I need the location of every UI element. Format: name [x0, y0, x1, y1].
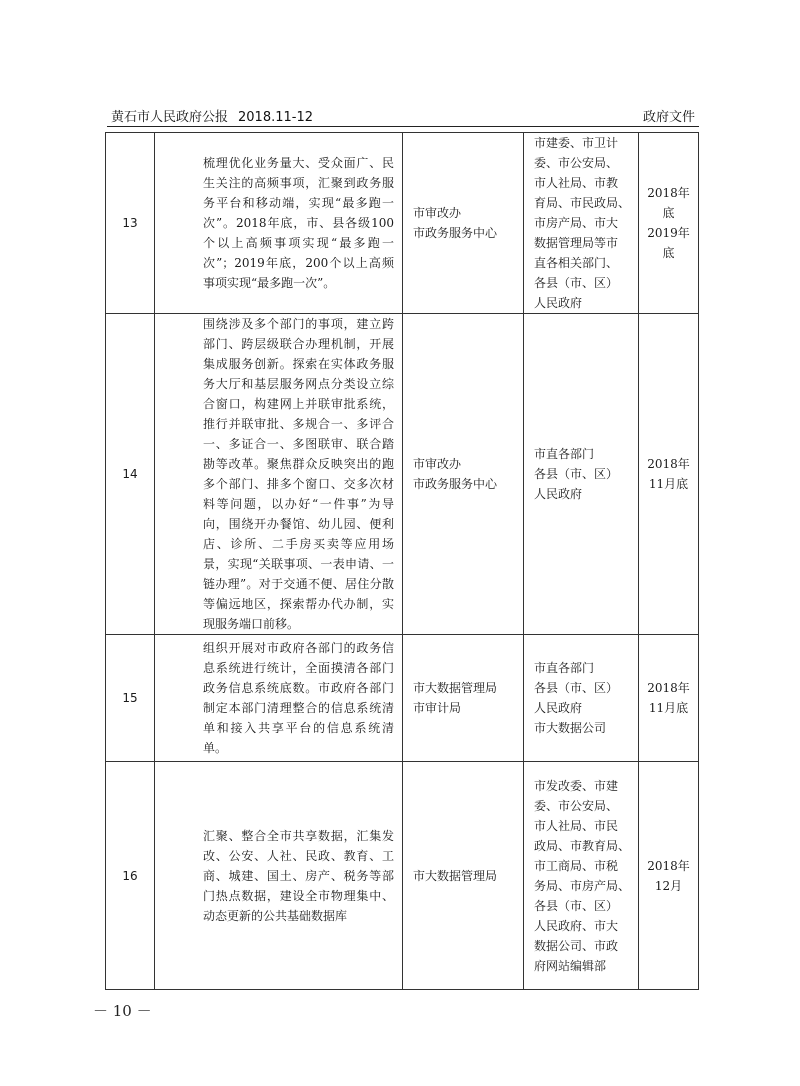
row-number: 14 — [106, 314, 155, 635]
section-title: 政府文件 — [642, 110, 695, 125]
responsible-units-line: 育局、市民政局、 — [534, 196, 631, 210]
responsible-units-line: 直各相关部门、 — [534, 256, 619, 270]
responsible-units-line: 市工商局、市税 — [534, 858, 619, 873]
deadline-line: 2018年 — [647, 457, 690, 471]
responsible-units-line: 数据公司、市政 — [534, 938, 619, 953]
responsible-units — [524, 314, 639, 635]
lead-department — [403, 314, 524, 635]
deadline-line: 2018年 — [647, 186, 690, 200]
task-description: 梳理优化业务量大、受众面广、民生关注的高频事项，汇聚到政务服务平台和移动端，实现“最多跑一次”。2018年底，市、县各级100个以上高频事项实现“最多跑一次”；2019年底，200个以上高频事项实现“最多跑一次”。 — [155, 133, 403, 314]
deadline-line: 底 — [662, 206, 675, 220]
responsible-units-line: 人民政府 — [534, 487, 583, 501]
responsible-units-line: 府网站编辑部 — [534, 958, 607, 973]
deadline-line: 11月底 — [648, 477, 689, 491]
task-description: 围绕涉及多个部门的事项，建立跨部门、跨层级联合办理机制，开展集成服务创新。探索在实体政务服务大厅和基层服务网点分类设立综合窗口，构建网上并联审批系统，推行并联审批、多规合一、多评合一、多证合一、多图联审、联合踏勘等改革。聚焦群众反映突出的跑多个部门、排多个窗口、交多次材料等问题，以办好“一件事”为导向，围绕开办餐馆、幼儿园、便利店、诊所、二手房买卖等应用场景，实现“关联事项、一表申请、一链办理”。对于交通不便、居住分散等偏远地区，探索帮办代办制，实现服务端口前移。 — [155, 314, 403, 635]
table-row — [106, 133, 699, 314]
responsible-units-line: 市直各部门 — [534, 447, 595, 461]
lead-department-line: 市审计局 — [413, 701, 462, 715]
lead-department — [403, 635, 524, 762]
deadline-line: 11月底 — [648, 701, 689, 715]
responsible-units-line: 各县（市、区） — [534, 681, 619, 695]
responsible-units-line: 市直各部门 — [534, 661, 595, 675]
responsible-units-line: 务局、市房产局、 — [534, 878, 631, 893]
deadline-line: 2018年 — [647, 858, 690, 873]
task-description: 汇聚、整合全市共享数据，汇集发改、公安、人社、民政、教育、工商、城建、国土、房产、税务等部门热点数据，建设全市物理集中、动态更新的公共基础数据库 — [155, 762, 403, 990]
deadline-line: 底 — [662, 246, 675, 260]
responsible-units-line: 市人社局、市民 — [534, 818, 619, 833]
responsible-units-line: 各县（市、区） — [534, 898, 619, 913]
deadline — [639, 314, 699, 635]
lead-department — [403, 762, 524, 990]
responsible-units-line: 市人社局、市教 — [534, 176, 619, 190]
responsible-units-line: 委、市公安局、 — [534, 156, 619, 170]
publication-name: 黄石市人民政府公报 — [111, 110, 229, 125]
responsible-units — [524, 133, 639, 314]
table-row — [106, 635, 699, 762]
lead-department-line: 市大数据管理局 — [413, 868, 498, 883]
lead-department-line: 市政务服务中心 — [413, 226, 498, 240]
page-header — [107, 104, 699, 127]
responsible-units-line: 各县（市、区） — [534, 276, 619, 290]
responsible-units-line: 数据管理局等市 — [534, 236, 619, 250]
responsible-units-line: 委、市公安局、 — [534, 798, 619, 813]
deadline — [639, 635, 699, 762]
issue-date: 2018.11-12 — [238, 110, 314, 125]
lead-department-line: 市政务服务中心 — [413, 477, 498, 491]
lead-department-line: 市大数据管理局 — [413, 681, 498, 695]
lead-department — [403, 133, 524, 314]
deadline-line: 12月 — [654, 878, 683, 893]
task-table — [105, 132, 699, 990]
responsible-units-line: 市发改委、市建 — [534, 778, 619, 793]
responsible-units-line: 人民政府 — [534, 701, 583, 715]
deadline-line: 2018年 — [647, 681, 690, 695]
responsible-units-line: 人民政府、市大 — [534, 918, 619, 933]
table-row — [106, 314, 699, 635]
row-number: 13 — [106, 133, 155, 314]
lead-department-line: 市审改办 — [413, 457, 462, 471]
responsible-units-line: 人民政府 — [534, 296, 583, 310]
responsible-units-line: 市房产局、市大 — [534, 216, 619, 230]
table-row — [106, 762, 699, 990]
lead-department-line: 市审改办 — [413, 206, 462, 220]
deadline-line: 2019年 — [647, 226, 690, 240]
responsible-units-line: 各县（市、区） — [534, 467, 619, 481]
page-number: － 10 － — [93, 1002, 152, 1020]
header-left — [111, 106, 313, 125]
responsible-units — [524, 762, 639, 990]
deadline — [639, 762, 699, 990]
responsible-units-line: 市大数据公司 — [534, 721, 607, 735]
task-description: 组织开展对市政府各部门的政务信息系统进行统计，全面摸清各部门政务信息系统底数。市政府各部门制定本部门清理整合的信息系统清单和接入共享平台的信息系统清单。 — [155, 635, 403, 762]
row-number: 15 — [106, 635, 155, 762]
responsible-units-line: 政局、市教育局、 — [534, 838, 631, 853]
task-table-body — [106, 133, 699, 990]
responsible-units — [524, 635, 639, 762]
row-number: 16 — [106, 762, 155, 990]
responsible-units-line: 市建委、市卫计 — [534, 136, 619, 150]
deadline — [639, 133, 699, 314]
